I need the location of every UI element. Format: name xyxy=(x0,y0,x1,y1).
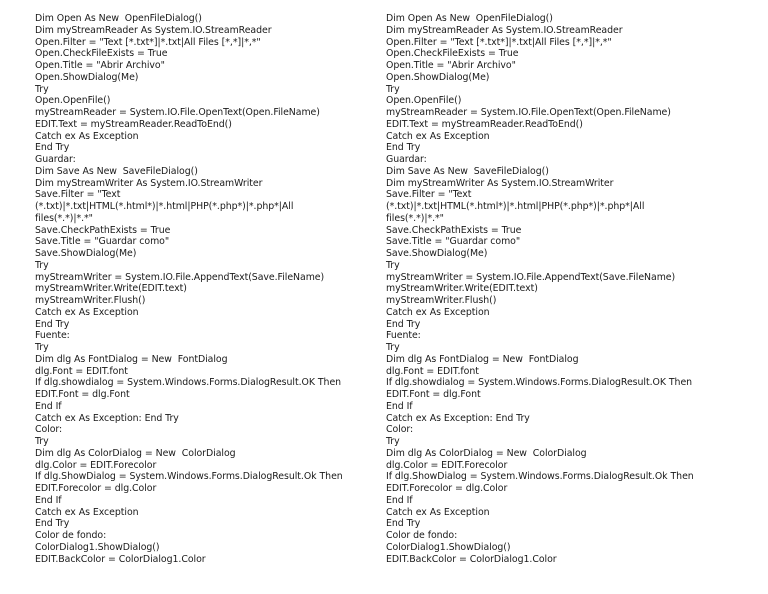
code-line: Try xyxy=(35,436,49,447)
code-line: If dlg.showdialog = System.Windows.Forms.DialogResult.OK Then xyxy=(386,377,693,389)
code-line: Save.CheckPathExists = True xyxy=(35,224,171,236)
code-line: If dlg.showdialog = System.Windows.Forms.DialogResult.OK Then xyxy=(35,377,342,389)
code-line: Dim Save As New SaveFileDialog() xyxy=(35,165,198,177)
code-line: Guardar: xyxy=(35,154,76,165)
code-line: End Try xyxy=(35,518,70,530)
code-line: Save.Title = "Guardar como" xyxy=(35,236,170,248)
code-line: EDIT.Text = myStreamReader.ReadToEnd() xyxy=(386,118,583,130)
code-line: Catch ex As Exception: End Try xyxy=(386,412,530,424)
code-line: myStreamWriter = System.IO.File.AppendText(Save.FileName) xyxy=(386,271,676,283)
code-line: myStreamWriter = System.IO.File.AppendText(Save.FileName) xyxy=(35,271,325,283)
code-line: EDIT.Font = dlg.Font xyxy=(386,389,481,400)
code-line: Catch ex As Exception xyxy=(386,506,490,518)
code-line: Dim myStreamWriter As System.IO.StreamWriter xyxy=(386,177,614,189)
code-line: Color de fondo: xyxy=(35,530,107,541)
code-line: Save.ShowDialog(Me) xyxy=(35,248,137,259)
code-line: Open.Title = "Abrir Archivo" xyxy=(386,60,516,71)
code-line: End If xyxy=(35,400,62,412)
code-line: Open.CheckFileExists = True xyxy=(386,48,519,60)
code-line: Catch ex As Exception xyxy=(35,306,139,318)
code-line: Open.Title = "Abrir Archivo" xyxy=(35,60,165,71)
code-line: (*.txt)|*.txt|HTML(*.html*)|*.html|PHP(*.php*)|*.php*|All xyxy=(386,201,645,212)
code-line: EDIT.Forecolor = dlg.Color xyxy=(386,483,508,494)
code-line: dlg.Color = EDIT.Forecolor xyxy=(386,459,508,471)
code-line: EDIT.Font = dlg.Font xyxy=(35,389,130,400)
code-line: Open.Filter = "Text [*.txt*]|*.txt|All Files [*,*]|*,*" xyxy=(386,36,612,48)
code-line: EDIT.BackColor = ColorDialog1.Color xyxy=(35,553,206,565)
code-line: Catch ex As Exception xyxy=(386,130,490,142)
code-column-right xyxy=(386,13,726,565)
code-line: myStreamWriter.Flush() xyxy=(386,295,497,306)
code-line: Save.Filter = "Text xyxy=(35,189,121,201)
code-line: Color de fondo: xyxy=(386,530,458,541)
code-line: myStreamWriter.Write(EDIT.text) xyxy=(386,283,538,295)
code-line: Save.CheckPathExists = True xyxy=(386,224,522,236)
code-line: End If xyxy=(386,400,413,412)
code-line: ColorDialog1.ShowDialog() xyxy=(386,541,511,553)
code-line: If dlg.ShowDialog = System.Windows.Forms.DialogResult.Ok Then xyxy=(35,471,343,483)
code-line: Open.Filter = "Text [*.txt*]|*.txt|All Files [*,*]|*,*" xyxy=(35,36,261,48)
code-line: End Try xyxy=(35,318,70,330)
code-line: files(*.*)|*.*" xyxy=(35,212,93,224)
code-line: Try xyxy=(386,259,400,271)
code-line: Open.OpenFile() xyxy=(386,95,462,107)
code-line: Catch ex As Exception xyxy=(35,130,139,142)
code-line: Open.ShowDialog(Me) xyxy=(35,71,139,83)
code-line: Dim myStreamWriter As System.IO.StreamWriter xyxy=(35,177,263,189)
code-line: End Try xyxy=(386,142,421,154)
code-line: End If xyxy=(386,494,413,506)
code-line: Dim Open As New OpenFileDialog() xyxy=(35,13,202,24)
code-line: End If xyxy=(35,494,62,506)
code-line: End Try xyxy=(386,518,421,530)
code-line: Catch ex As Exception xyxy=(35,506,139,518)
code-line: ColorDialog1.ShowDialog() xyxy=(35,541,160,553)
code-line: Try xyxy=(386,83,400,95)
code-line: Try xyxy=(386,436,400,447)
code-line: dlg.Color = EDIT.Forecolor xyxy=(35,459,157,471)
code-line: EDIT.Forecolor = dlg.Color xyxy=(35,483,157,494)
code-line: Open.CheckFileExists = True xyxy=(35,48,168,60)
code-line: Dim Save As New SaveFileDialog() xyxy=(386,165,549,177)
code-line: myStreamReader = System.IO.File.OpenText(Open.FileName) xyxy=(35,107,320,118)
code-line: Catch ex As Exception: End Try xyxy=(35,412,179,424)
code-line: Save.ShowDialog(Me) xyxy=(386,248,488,259)
code-line: Try xyxy=(35,342,49,353)
code-line: myStreamWriter.Write(EDIT.text) xyxy=(35,283,187,295)
code-line: dlg.Font = EDIT.font xyxy=(386,365,479,377)
code-line: EDIT.Text = myStreamReader.ReadToEnd() xyxy=(35,118,232,130)
code-line: Try xyxy=(386,342,400,353)
code-line: If dlg.ShowDialog = System.Windows.Forms.DialogResult.Ok Then xyxy=(386,471,694,483)
code-line: Dim dlg As ColorDialog = New ColorDialog xyxy=(386,447,587,459)
code-line: myStreamReader = System.IO.File.OpenText(Open.FileName) xyxy=(386,107,671,118)
code-line: Guardar: xyxy=(386,154,427,165)
code-line: Dim myStreamReader As System.IO.StreamReader xyxy=(386,24,623,36)
code-line: Dim dlg As ColorDialog = New ColorDialog xyxy=(35,447,236,459)
code-line: Try xyxy=(35,83,49,95)
code-line: Dim Open As New OpenFileDialog() xyxy=(386,13,553,24)
code-line: Save.Title = "Guardar como" xyxy=(386,236,521,248)
code-line: End Try xyxy=(35,142,70,154)
code-line: Save.Filter = "Text xyxy=(386,189,472,201)
code-line: Try xyxy=(35,259,49,271)
code-line: (*.txt)|*.txt|HTML(*.html*)|*.html|PHP(*.php*)|*.php*|All xyxy=(35,201,294,212)
code-line: Color: xyxy=(35,424,63,436)
code-line: End Try xyxy=(386,318,421,330)
code-line: Open.ShowDialog(Me) xyxy=(386,71,490,83)
code-line: dlg.Font = EDIT.font xyxy=(35,365,128,377)
code-line: EDIT.BackColor = ColorDialog1.Color xyxy=(386,553,557,565)
code-line: Dim myStreamReader As System.IO.StreamReader xyxy=(35,24,272,36)
code-line: Open.OpenFile() xyxy=(35,95,111,107)
code-line: files(*.*)|*.*" xyxy=(386,212,444,224)
code-line: Dim dlg As FontDialog = New FontDialog xyxy=(35,353,228,365)
code-line: Fuente: xyxy=(386,330,421,342)
code-line: Fuente: xyxy=(35,330,70,342)
code-line: Catch ex As Exception xyxy=(386,306,490,318)
code-column-left xyxy=(35,13,375,565)
code-line: Color: xyxy=(386,424,414,436)
code-line: myStreamWriter.Flush() xyxy=(35,295,146,306)
code-line: Dim dlg As FontDialog = New FontDialog xyxy=(386,353,579,365)
